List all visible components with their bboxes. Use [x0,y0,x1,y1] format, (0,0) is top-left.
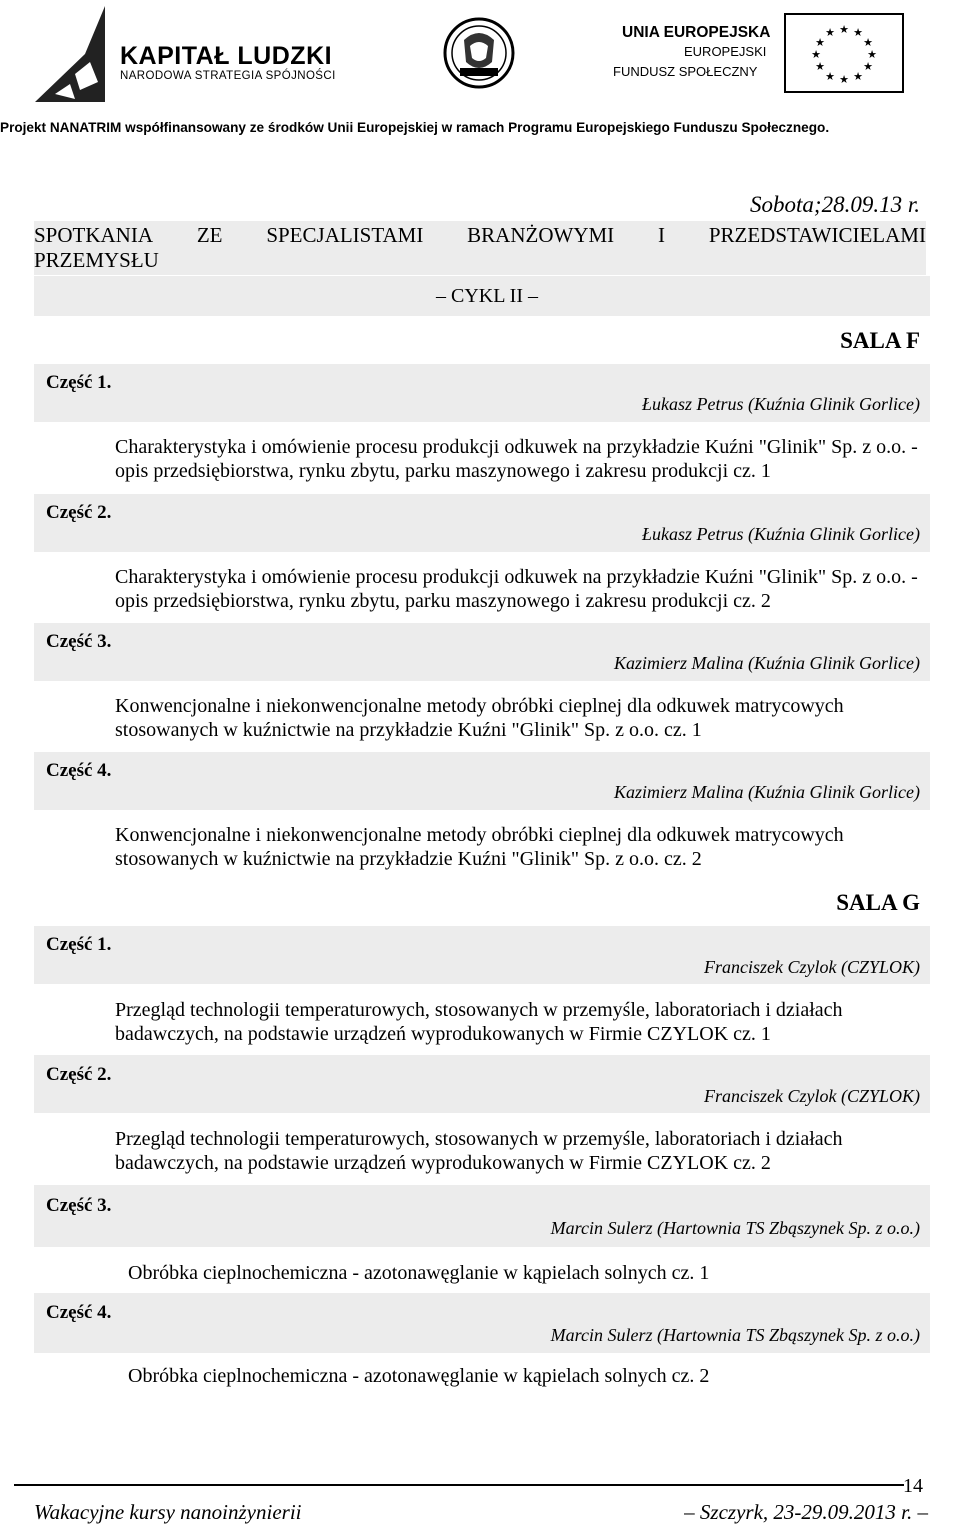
session-description: Charakterystyka i omówienie procesu produkcji odkuwek na przykładzie Kuźni "Glinik" Sp. z o.o. - opis przedsiębiorstwa, rynku zbytu, parku maszynowego i zakresu produkcji cz. 1 [115,436,918,482]
eu-subtitle-1: EUROPEJSKI [684,44,767,59]
project-line: Projekt NANATRIM współfinansowany ze środków Unii Europejskiej w ramach Programu Europejskiego Funduszu Społecznego. [0,120,830,135]
eu-subtitle-2: FUNDUSZ SPOŁECZNY [613,64,758,79]
room-heading-sala-f: SALA F [840,328,920,353]
title-word: SPOTKANIA [34,223,154,247]
session-description: Konwencjonalne i niekonwencjonalne metody obróbki cieplnej dla odkuwek matrycowych stosowanych w kuźnictwie na przykładzie Kuźni "Glinik" Sp. z o.o. cz. 1 [115,695,844,741]
svg-text:★: ★ [867,48,877,61]
session-description: Przegląd technologii temperaturowych, stosowanych w przemyśle, laboratoriach i działach badawczych, na podstawie urządzeń wyprodukowanych w Firmie CZYLOK cz. 2 [115,1128,843,1174]
part-label: Część 2. [46,1064,112,1085]
svg-text:★: ★ [863,60,873,73]
svg-text:★: ★ [839,23,849,36]
session-description: Konwencjonalne i niekonwencjonalne metody obróbki cieplnej dla odkuwek matrycowych stosowanych w kuźnictwie na przykładzie Kuźni "Glinik" Sp. z o.o. cz. 2 [115,824,844,870]
part-label: Część 4. [46,760,112,781]
svg-text:★: ★ [815,36,825,49]
session-description: Charakterystyka i omówienie procesu produkcji odkuwek na przykładzie Kuźni "Glinik" Sp. z o.o. - opis przedsiębiorstwa, rynku zbytu, parku maszynowego i zakresu produkcji cz. 2 [115,566,918,612]
part-label: Część 2. [46,502,112,523]
speaker-name: Marcin Sulerz (Hartownia TS Zbąszynek Sp. z o.o.) [550,1325,920,1345]
event-date: Sobota;28.09.13 r. [750,192,920,217]
room-heading-sala-g: SALA G [836,890,920,915]
speaker-name: Łukasz Petrus (Kuźnia Glinik Gorlice) [642,394,920,414]
kapital-ludzki-title: KAPITAŁ LUDZKI [120,42,333,70]
speaker-name: Kazimierz Malina (Kuźnia Glinik Gorlice) [614,782,920,802]
svg-text:★: ★ [853,26,863,39]
eu-flag-icon [784,13,904,93]
page-number: 14 [903,1475,923,1497]
part-label: Część 1. [46,372,112,393]
title-line-2: PRZEMYSŁU [34,248,159,272]
speaker-name: Franciszek Czylok (CZYLOK) [704,957,920,977]
eu-title: UNIA EUROPEJSKA [622,24,771,41]
cycle-label: – CYKL II – [435,285,539,307]
title-word: ZE [196,223,223,247]
speaker-name: Kazimierz Malina (Kuźnia Glinik Gorlice) [614,653,920,673]
speaker-name: Franciszek Czylok (CZYLOK) [704,1086,920,1106]
title-word: BRANŻOWYMI [467,223,615,247]
svg-text:★: ★ [811,48,821,61]
title-word: PRZEDSTAWICIELAMI [708,223,926,247]
footer-right-text: – Szczyrk, 23-29.09.2013 r. – [684,1500,928,1524]
session-description: Przegląd technologii temperaturowych, stosowanych w przemyśle, laboratoriach i działach badawczych, na podstawie urządzeń wyprodukowanych w Firmie CZYLOK cz. 1 [115,999,843,1045]
cycle-heading [34,276,930,316]
svg-text:★: ★ [825,70,835,83]
svg-text:★: ★ [853,70,863,83]
part-label: Część 4. [46,1302,112,1323]
part-label: Część 1. [46,934,112,955]
svg-text:★: ★ [825,26,835,39]
page-title [34,221,926,275]
svg-text:★: ★ [839,73,849,86]
part-label: Część 3. [46,1195,112,1216]
kapital-ludzki-subtitle: NARODOWA STRATEGIA SPÓJNOŚCI [120,70,336,82]
speaker-name: Marcin Sulerz (Hartownia TS Zbąszynek Sp. z o.o.) [550,1218,920,1238]
speaker-name: Łukasz Petrus (Kuźnia Glinik Gorlice) [642,524,920,544]
title-word: SPECJALISTAMI [266,223,424,247]
svg-text:★: ★ [815,60,825,73]
university-seal-icon [442,16,516,90]
session-description: Obróbka cieplnochemiczna - azotonawęglanie w kąpielach solnych cz. 2 [128,1365,710,1387]
footer-left-text: Wakacyjne kursy nanoinżynierii [34,1500,302,1524]
footer-divider [14,1484,904,1486]
title-word: I [658,223,665,247]
svg-text:★: ★ [863,36,873,49]
part-label: Część 3. [46,631,112,652]
session-description: Obróbka cieplnochemiczna - azotonawęglanie w kąpielach solnych cz. 1 [128,1262,710,1284]
